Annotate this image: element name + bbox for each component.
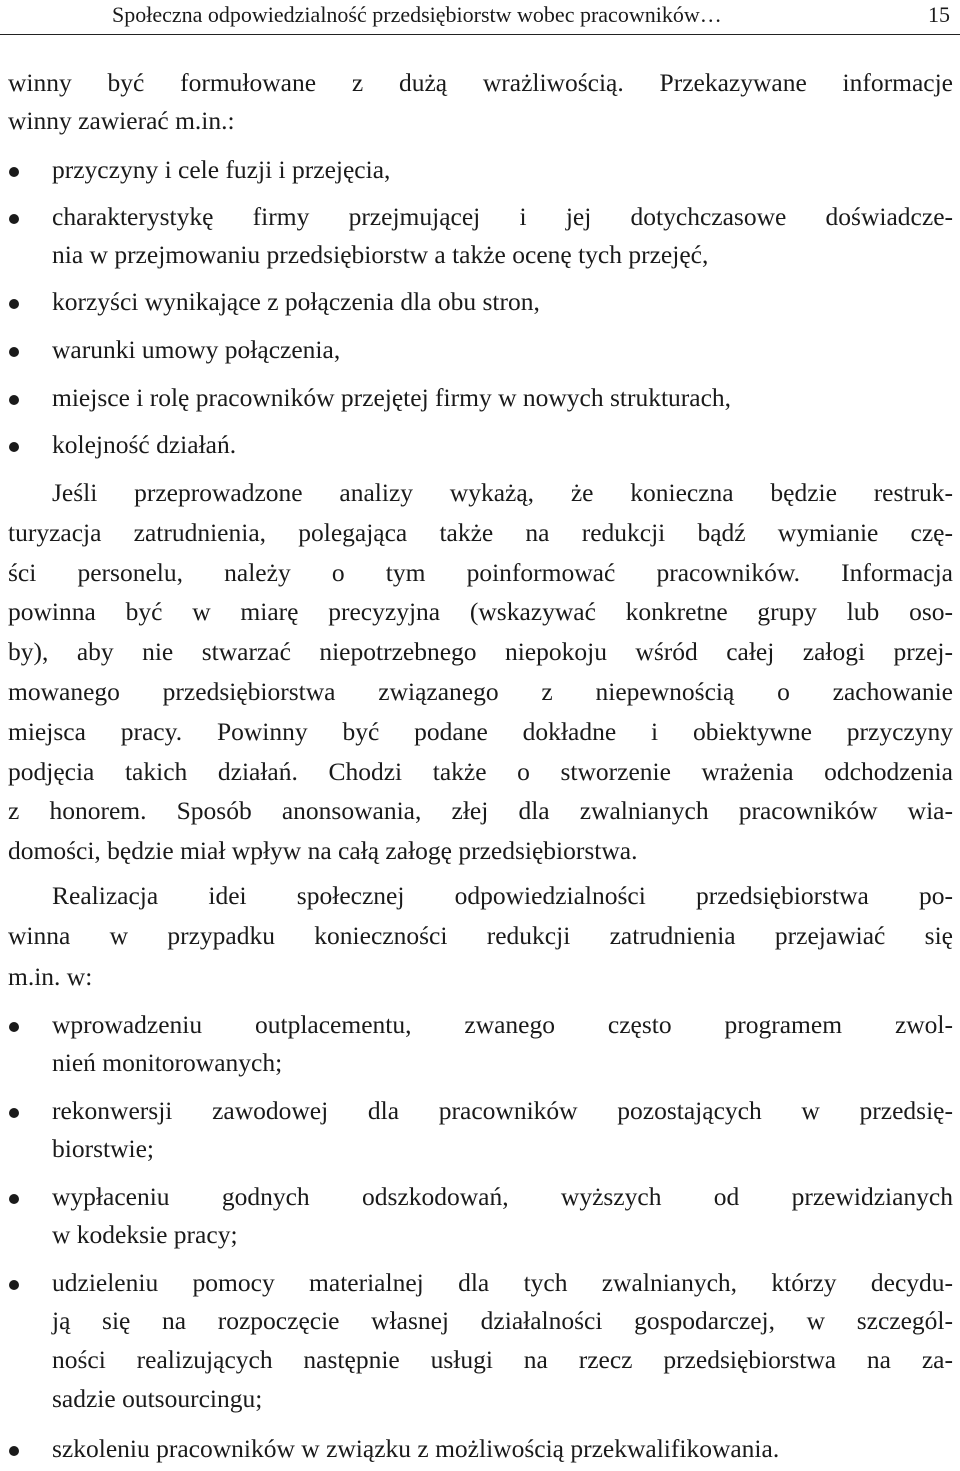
text-line: podjęcia takich działań. Chodzi także o stworzenie wrażenia odchodzenia: [8, 757, 953, 786]
text-line: sadzie outsourcingu;: [52, 1384, 263, 1413]
text-line: turyzacja zatrudnienia, polegająca także na redukcji bądź wymianie czę-: [8, 518, 953, 547]
bullet-icon: [9, 299, 19, 309]
text-line: rekonwersji zawodowej dla pracowników pozostających w przedsię-: [52, 1096, 953, 1125]
text-line: z honorem. Sposób anonsowania, złej dla zwalnianych pracowników wia-: [8, 796, 953, 825]
bullet-icon: [9, 442, 19, 452]
text-line: miejsca pracy. Powinny być podane dokładne i obiektywne przyczyny: [8, 717, 953, 746]
text-line: ści personelu, należy o tym poinformować pracowników. Informacja: [8, 558, 953, 587]
text-line: powinna być w miarę precyzyjna (wskazywać konkretne grupy lub oso-: [8, 597, 953, 626]
text-line: warunki umowy połączenia,: [52, 335, 341, 364]
text-line: Realizacja idei społecznej odpowiedzialności przedsiębiorstwa po-: [52, 881, 953, 910]
text-line: by), aby nie stwarzać niepotrzebnego niepokoju wśród całej załogi przej-: [8, 637, 953, 666]
bullet-icon: [9, 1022, 19, 1032]
text-line: udzieleniu pomocy materialnej dla tych zwalnianych, którzy decydu-: [52, 1268, 953, 1297]
text-line: ją się na rozpoczęcie własnej działalności gospodarczej, w szczegól-: [52, 1306, 953, 1335]
text-line: korzyści wynikające z połączenia dla obu stron,: [52, 287, 540, 316]
text-line: ności realizujących następnie usługi na rzecz przedsiębiorstwa na za-: [52, 1345, 953, 1374]
bullet-icon: [9, 395, 19, 405]
text-line: m.in. w:: [8, 962, 93, 991]
text-line: Jeśli przeprowadzone analizy wykażą, że konieczna będzie restruk-: [52, 478, 953, 507]
bullet-icon: [9, 167, 19, 177]
text-line: biorstwie;: [52, 1134, 154, 1163]
text-line: wypłaceniu godnych odszkodowań, wyższych od przewidzianych: [52, 1182, 953, 1211]
text-line: domości, będzie miał wpływ na całą załogę przedsiębiorstwa.: [8, 836, 638, 865]
text-line: mowanego przedsiębiorstwa związanego z niepewnością o zachowanie: [8, 677, 953, 706]
bullet-icon: [9, 1108, 19, 1118]
text-line: charakterystykę firmy przejmującej i jej dotychczasowe doświadcze-: [52, 202, 953, 231]
text-line: w kodeksie pracy;: [52, 1220, 238, 1249]
bullet-icon: [9, 214, 19, 224]
text-line: miejsce i rolę pracowników przejętej firmy w nowych strukturach,: [52, 383, 732, 412]
bullet-icon: [9, 1446, 19, 1456]
bullet-icon: [9, 1280, 19, 1290]
text-line: winny być formułowane z dużą wrażliwością. Przekazywane informacje: [8, 68, 953, 97]
bullet-icon: [9, 347, 19, 357]
text-line: przyczyny i cele fuzji i przejęcia,: [52, 155, 391, 184]
text-line: winny zawierać m.in.:: [8, 106, 235, 135]
text-line: nia w przejmowaniu przedsiębiorstw a także ocenę tych przejęć,: [52, 240, 709, 269]
bullet-icon: [9, 1194, 19, 1204]
text-line: kolejność działań.: [52, 430, 237, 459]
running-title: Społeczna odpowiedzialność przedsiębiorstw wobec pracowników…: [112, 2, 722, 27]
text-line: wprowadzeniu outplacementu, zwanego często programem zwol-: [52, 1010, 953, 1039]
text-line: winna w przypadku konieczności redukcji zatrudnienia przejawiać się: [8, 921, 953, 950]
running-header: [0, 0, 960, 35]
text-line: nień monitorowanych;: [52, 1048, 283, 1077]
text-line: szkoleniu pracowników w związku z możliwością przekwalifikowania.: [52, 1434, 780, 1463]
page-number: 15: [928, 2, 950, 27]
